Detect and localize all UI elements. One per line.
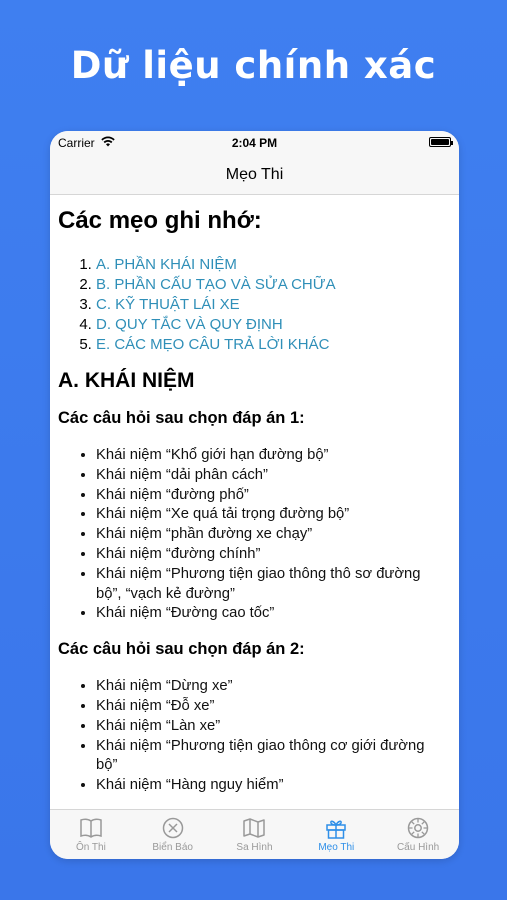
book-icon [78, 816, 104, 840]
toc-item[interactable] [96, 255, 449, 275]
group-heading: Các câu hỏi sau chọn đáp án 1: [58, 409, 305, 427]
gear-icon [405, 816, 431, 840]
tips-content[interactable] [50, 195, 459, 809]
tab-label: Sa Hình [236, 842, 273, 853]
list-item: • Khái niệm “Làn xe” [96, 717, 449, 737]
battery-icon [429, 137, 451, 147]
list-item: • Khái niệm “đường chính” [96, 545, 449, 565]
phone-frame [50, 131, 459, 859]
toc-list [96, 255, 449, 355]
list-item: • Khái niệm “Dừng xe” [96, 677, 449, 697]
bullet-list [96, 677, 449, 796]
toc-item[interactable] [96, 315, 449, 335]
list-item: • Khái niệm “Đỗ xe” [96, 697, 449, 717]
tab-on-thi[interactable] [50, 810, 132, 859]
x-circle-icon [160, 816, 186, 840]
toc-link[interactable]: C. KỸ THUẬT LÁI XE [96, 296, 240, 313]
list-item: • Khái niệm “Xe quá tải trọng đường bộ” [96, 505, 449, 525]
bullet-list [96, 446, 449, 624]
tab-label: Biển Báo [152, 842, 193, 853]
nav-bar [50, 155, 459, 195]
tab-label: Ôn Thi [75, 842, 106, 853]
list-item: • Khái niệm “Hàng nguy hiểm” [96, 776, 449, 796]
group-heading: Các câu hỏi sau chọn đáp án 2: [58, 640, 305, 659]
list-item: • Khái niệm “đường phố” [96, 486, 449, 506]
tab-label: Mẹo Thi [318, 842, 355, 853]
list-item: • Khái niệm “Khổ giới hạn đường bộ” [96, 446, 449, 466]
tab-meo-thi[interactable] [295, 810, 377, 859]
tab-label: Cấu Hình [396, 842, 440, 853]
list-item: • Khái niệm “dải phân cách” [96, 466, 449, 486]
page-heading: Các mẹo ghi nhớ: [58, 207, 262, 234]
list-item: • Khái niệm “Phương tiện giao thông cơ giới đường bộ” [96, 737, 449, 777]
toc-item[interactable] [96, 275, 449, 295]
tab-sa-hinh[interactable] [214, 810, 296, 859]
status-bar [50, 131, 459, 155]
toc-link[interactable]: E. CÁC MẸO CÂU TRẢ LỜI KHÁC [96, 336, 330, 353]
tab-bien-bao[interactable] [132, 810, 214, 859]
toc-link[interactable]: D. QUY TẮC VÀ QUY ĐỊNH [96, 316, 283, 333]
carrier-label: Carrier [58, 136, 95, 150]
promo-title: Dữ liệu chính xác [70, 44, 437, 87]
tab-bar [50, 809, 459, 859]
list-item: • Khái niệm “Đường cao tốc” [96, 604, 449, 624]
list-item: • Khái niệm “Phương tiện giao thông thô sơ đường bộ”, “vạch kẻ đường” [96, 565, 449, 605]
toc-item[interactable] [96, 295, 449, 315]
nav-title: Mẹo Thi [225, 165, 284, 183]
clock-time: 2:04 PM [231, 136, 278, 150]
toc-item[interactable] [96, 335, 449, 355]
gift-icon [323, 816, 349, 840]
toc-link[interactable]: A. PHẦN KHÁI NIỆM [96, 256, 237, 273]
map-icon [241, 816, 267, 840]
tab-cau-hinh[interactable] [377, 810, 459, 859]
section-heading: A. KHÁI NIỆM [58, 369, 195, 392]
list-item: • Khái niệm “phần đường xe chạy” [96, 525, 449, 545]
toc-link[interactable]: B. PHẦN CẤU TẠO VÀ SỬA CHỮA [96, 276, 336, 293]
